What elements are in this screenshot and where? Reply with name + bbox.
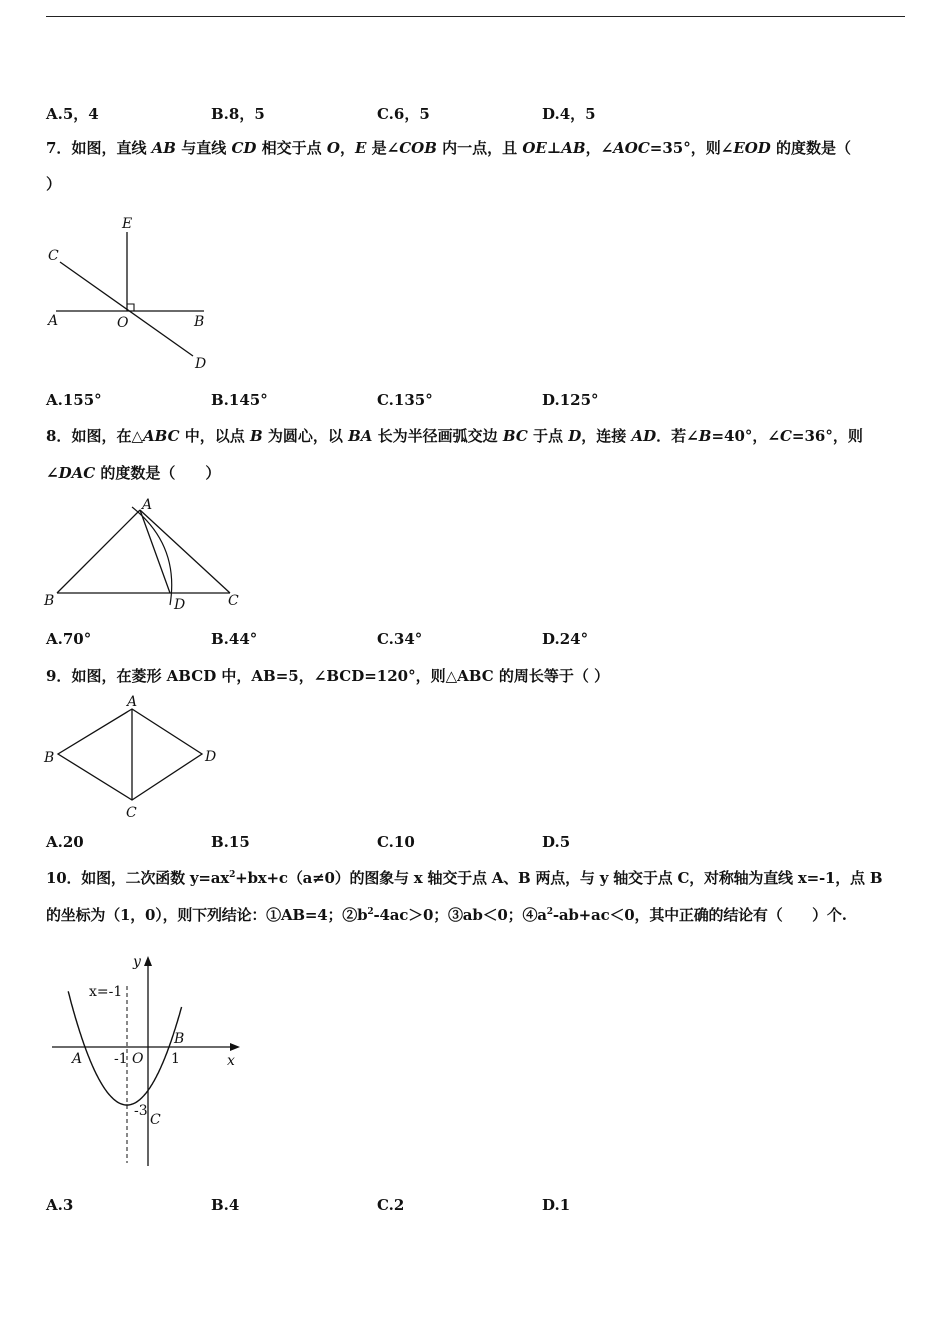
q7-option-b[interactable]: B.145° — [211, 391, 268, 409]
label-d: D — [174, 597, 186, 613]
label-a: A — [142, 497, 153, 513]
x-axis-label: x — [227, 1053, 235, 1069]
q7-stem-line1: 7．如图，直线 AB 与直线 CD 相交于点 O，E 是∠COB 内一点，且 OE⊥AB，∠AOC=35°，则∠EOD 的度数是（ — [46, 139, 852, 157]
q8-option-b[interactable]: B.44° — [211, 630, 258, 648]
q6-options — [46, 103, 916, 127]
q7-option-c[interactable]: C.135° — [377, 391, 433, 409]
q9-option-a[interactable]: A.20 — [46, 833, 84, 851]
q7-figure — [40, 208, 220, 382]
q6-option-c[interactable]: C.6，5 — [377, 105, 430, 123]
q8-option-d[interactable]: D.24° — [542, 630, 589, 648]
label-e: E — [122, 216, 133, 232]
q10-option-b[interactable]: B.4 — [211, 1196, 240, 1214]
q7-stem-line2: ） — [46, 175, 62, 193]
q10-option-c[interactable]: C.2 — [377, 1196, 405, 1214]
label-d: D — [195, 356, 207, 372]
q9-option-c[interactable]: C.10 — [377, 833, 415, 851]
q10-option-a[interactable]: A.3 — [46, 1196, 74, 1214]
point-a-label: A — [72, 1051, 83, 1067]
tick-neg1: -1 — [114, 1051, 128, 1067]
q8-option-a[interactable]: A.70° — [46, 630, 92, 648]
q8-options — [46, 630, 916, 654]
label-c: C — [126, 805, 137, 821]
origin-label: O — [132, 1051, 144, 1067]
q9-figure — [40, 692, 230, 831]
label-b: B — [194, 314, 205, 330]
q8-stem-line1: 8．如图，在△ABC 中，以点 B 为圆心，以 BA 长为半径画弧交边 BC 于点 D，连接 AD．若∠B=40°，∠C=36°，则 — [46, 427, 863, 445]
header-rule — [46, 16, 905, 17]
parabola-curve — [68, 991, 181, 1105]
q9-option-b[interactable]: B.15 — [211, 833, 250, 851]
label-o: O — [117, 315, 129, 331]
q9-options — [46, 833, 916, 857]
q6-option-a[interactable]: A.5，4 — [46, 105, 99, 123]
label-c: C — [228, 593, 239, 609]
q10-stem-line1: 10．如图，二次函数 $y=ax^2+bx+c(a\ne 0)$的图象与 x 轴交于点 A、B 两点，与 y 轴交于点 C，对称轴为直线 x=-1，点 B — [46, 869, 883, 887]
label-b: B — [44, 593, 55, 609]
y-axis-arrow — [144, 956, 152, 966]
label-d: D — [205, 749, 217, 765]
point-b-label: B — [174, 1031, 185, 1047]
symmetry-label: x=-1 — [89, 984, 123, 1000]
q7-options — [46, 391, 916, 415]
label-c: C — [48, 248, 59, 264]
y-axis-label: y — [133, 954, 141, 970]
q10-option-d[interactable]: D.1 — [542, 1196, 571, 1214]
x-axis-arrow — [230, 1043, 240, 1051]
q8-stem-line2: ∠DAC 的度数是（ ） — [46, 464, 221, 482]
tick-1: 1 — [171, 1051, 180, 1067]
q9-stem: 9．如图，在菱形 ABCD 中，AB=5，∠BCD=120°，则△ABC 的周长等于（ ） — [46, 667, 610, 685]
label-a: A — [127, 694, 138, 710]
q10-figure — [44, 948, 254, 1177]
label-a: A — [48, 313, 59, 329]
q10-options — [46, 1196, 916, 1220]
side-ab — [57, 510, 140, 593]
q7-option-a[interactable]: A.155° — [46, 391, 102, 409]
q9-option-d[interactable]: D.5 — [542, 833, 571, 851]
q6-option-d[interactable]: D.4，5 — [542, 105, 596, 123]
q8-figure — [40, 495, 250, 619]
tick-neg3: -3 — [134, 1103, 148, 1119]
rhombus-abcd — [58, 709, 202, 800]
point-c-label: C — [150, 1112, 161, 1128]
q7-option-d[interactable]: D.125° — [542, 391, 599, 409]
q8-option-c[interactable]: C.34° — [377, 630, 423, 648]
label-b: B — [44, 750, 55, 766]
side-ac — [140, 510, 230, 593]
q10-stem-line2: 的坐标为（1，0），则下列结论：①AB=4；$②b^2-4ac>0$；③ab＜0；$④a^2-ab+ac<0$，其中正确的结论有（ ）个. — [46, 906, 847, 924]
q6-option-b[interactable]: B.8，5 — [211, 105, 265, 123]
